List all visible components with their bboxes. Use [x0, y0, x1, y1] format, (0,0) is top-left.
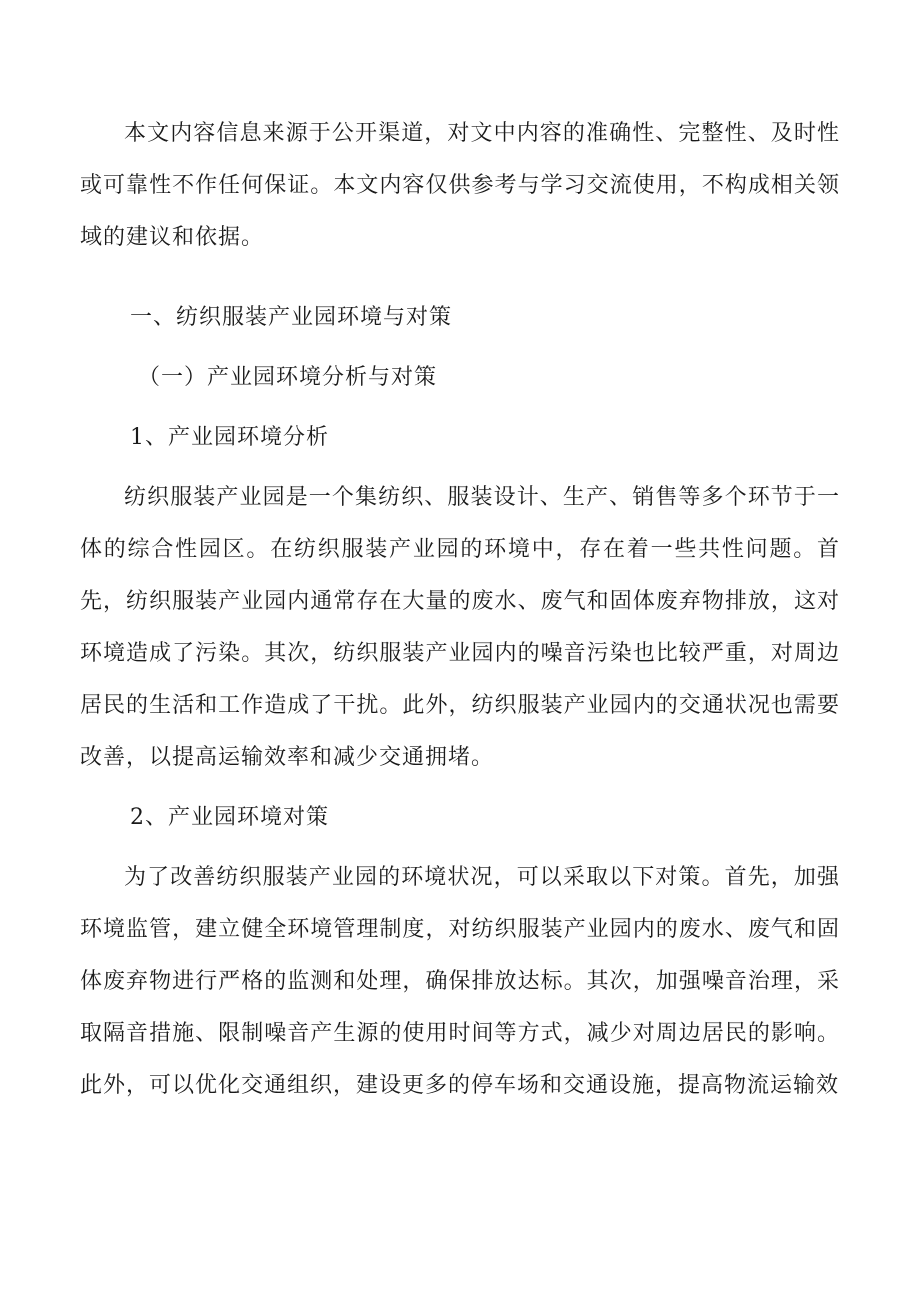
spacer [80, 404, 840, 412]
spacer [80, 264, 840, 292]
document-page [80, 108, 840, 1112]
spacer [80, 464, 840, 472]
section-title: 一、纺织服装产业园环境与对策 [130, 305, 453, 330]
paragraph-environment-countermeasures: 为了改善纺织服装产业园的环境状况，可以采取以下对策。首先，加强环境监管，建立健全环境管理制度，对纺织服装产业园内的废水、废气和固体废弃物进行严格的监测和处理，确保排放达标。其次，加强噪音治理，采取隔音措施、限制噪音产生源的使用时间等方式，减少对周边居民的影响。此外，可以优化交通组织，建设更多的停车场和交通设施，提高物流运输效 [80, 865, 840, 1098]
spacer [80, 784, 840, 792]
subsection-title: （一）产业园环境分析与对策 [138, 365, 438, 390]
disclaimer-paragraph: 本文内容信息来源于公开渠道，对文中内容的准确性、完整性、及时性或可靠性不作任何保证。本文内容仅供参考与学习交流使用，不构成相关领域的建议和依据。 [80, 121, 840, 250]
heading-environment-analysis: 1、产业园环境分析 [130, 425, 329, 450]
spacer [80, 844, 840, 852]
heading-environment-countermeasures: 2、产业园环境对策 [130, 805, 329, 830]
spacer [80, 344, 840, 352]
paragraph-environment-analysis: 纺织服装产业园是一个集纺织、服装设计、生产、销售等多个环节于一体的综合性园区。在纺织服装产业园的环境中，存在着一些共性问题。首先，纺织服装产业园内通常存在大量的废水、废气和固体废弃物排放，这对环境造成了污染。其次，纺织服装产业园内的噪音污染也比较严重，对周边居民的生活和工作造成了干扰。此外，纺织服装产业园内的交通状况也需要改善，以提高运输效率和减少交通拥堵。 [80, 485, 840, 770]
